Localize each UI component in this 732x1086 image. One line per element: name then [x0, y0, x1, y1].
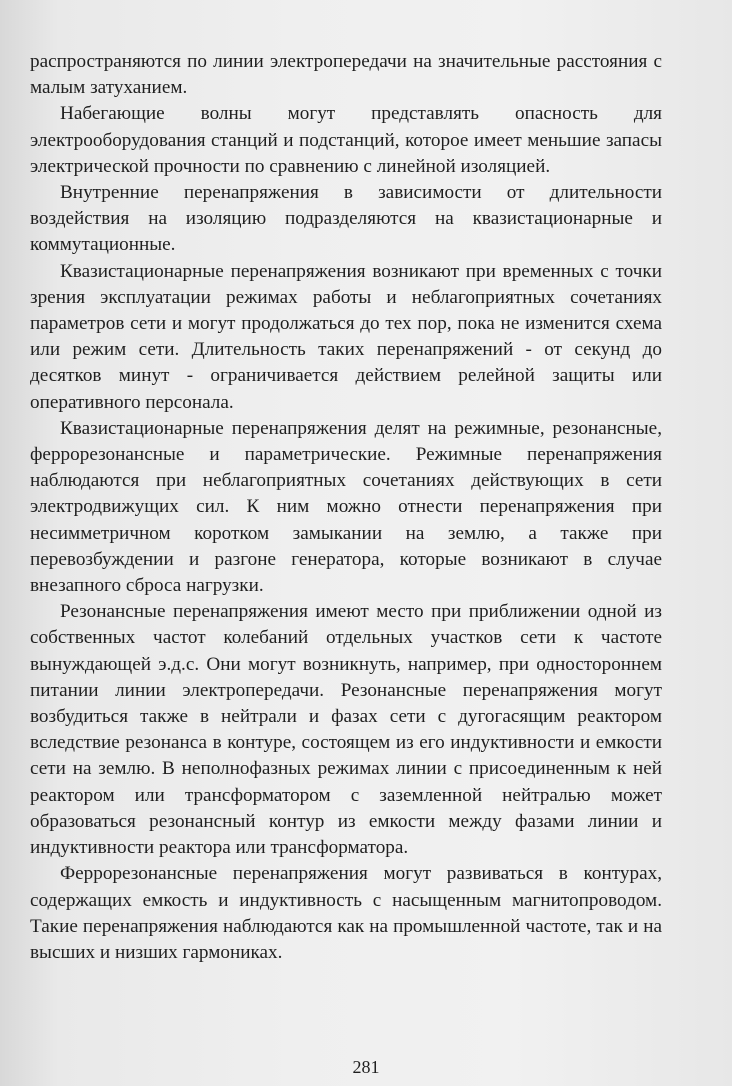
paragraph-internal-overvoltages: Внутренние перенапряжения в зависимости от длительности воздействия на изоляцию подразделяются на квазистационарные и коммутационные.: [30, 182, 662, 256]
page-number: 281: [352, 1057, 380, 1077]
paragraph-continuation: распространяются по линии электропередачи на значительные расстояния с малым затуханием.: [30, 51, 662, 99]
paragraph-overvoltage-types: Квазистационарные перенапряжения делят на режимные, резонансные, феррорезонансные и параметрические. Режимные перенапряжения наблюдаются при неблагоприятных сочетаниях действующих в сети электродвижущих сил. К ним можно отнести перенапряжения при несимметричном коротком замыкании на землю, а также при перевозбуждении и разгоне генератора, которые возникают в случае внезапного сброса нагрузки.: [30, 417, 662, 597]
paragraph-quasistationary-overvoltages: Квазистационарные перенапряжения возникают при временных с точки зрения эксплуатации режимах работы и неблагоприятных сочетаниях параметров сети и могут продолжаться до тех пор, пока не изменится схема или режим сети. Длительность таких перенапряжений - от секунд до десятков минут - ограничивается действием релейной защиты или оперативного персонала.: [30, 260, 662, 413]
paragraph-traveling-waves: Набегающие волны могут представлять опасность для электрооборудования станций и подстанций, которое имеет меньшие запасы электрической прочности по сравнению с линейной изоляцией.: [30, 103, 662, 177]
page-body-text: [30, 49, 662, 966]
paragraph-ferroresonant-overvoltages: Феррорезонансные перенапряжения могут развиваться в контурах, содержащих емкость и индуктивность с насыщенным магнитопроводом. Такие перенапряжения наблюдаются как на промышленной частоте, так и на высших и низших гармониках.: [30, 863, 662, 963]
paragraph-resonant-overvoltages: Резонансные перенапряжения имеют место при приближении одной из собственных частот колебаний отдельных участков сети к частоте вынуждающей э.д.с. Они могут возникнуть, например, при одностороннем питании линии электропередачи. Резонансные перенапряжения могут возбудиться также в нейтрали и фазах сети с дугогасящим реактором вследствие резонанса в контуре, состоящем из его индуктивности и емкости сети на землю. В неполнофазных режимах линии с присоединенным к ней реактором или трансформатором с заземленной нейтралью может образоваться резонансный контур из емкости между фазами линии и индуктивности реактора или трансформатора.: [30, 601, 662, 859]
